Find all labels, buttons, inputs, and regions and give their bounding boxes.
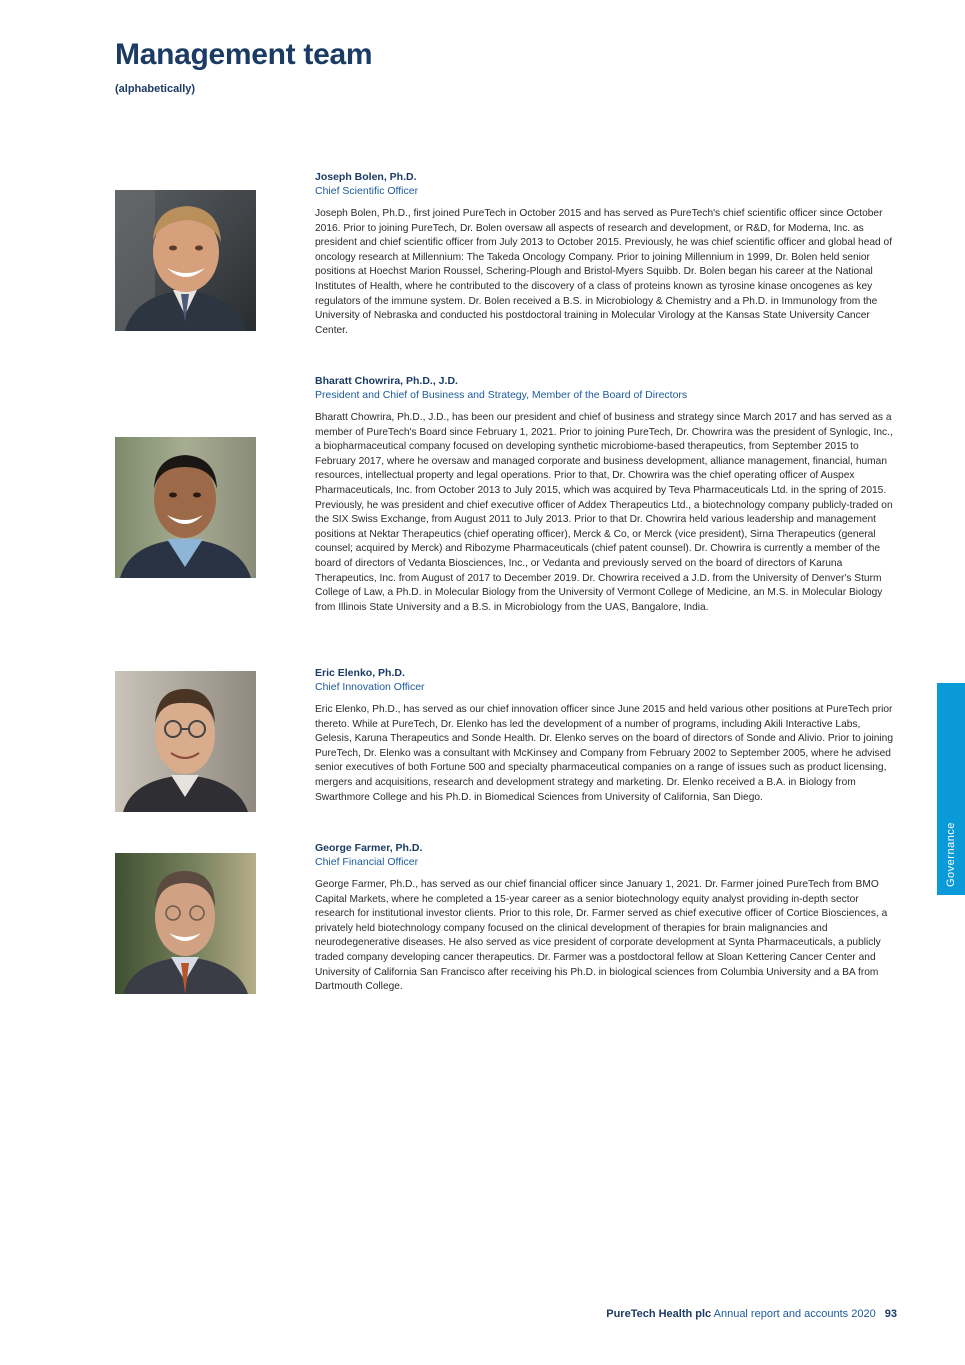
profile-bio: George Farmer, Ph.D., has served as our chief financial officer since January 1, 2021. Dr. Farmer joined PureTech from BMO Capital Markets, where he completed a 15-year career as a senior biotechnology equity analyst providing in-depth sector research for institutional investor clients. Prior to this role, Dr. Farmer served as chief executive officer of Cortice Biosciences, a privately held biotechnology company focused on the clinical development of therapies for brain malignancies and neurodegenerative diseases. He also served as vice president of corporate development at Synta Pharmaceuticals, a publicly traded company developing cancer therapeutics. Dr. Farmer was a postdoctoral fellow at Sloan Kettering Cancer Center and University of California San Francisco after receiving his Ph.D. in biological sciences from Columbia University and a BA from Dartmouth College. <box>315 879 888 993</box>
footer-company: PureTech Health plc <box>606 1308 712 1320</box>
page-title: Management team <box>115 38 373 71</box>
page-subtitle: (alphabetically) <box>115 83 196 95</box>
profile-role: Chief Financial Officer <box>315 856 419 868</box>
profile-name: Bharatt Chowrira, Ph.D., J.D. <box>315 375 458 387</box>
profile-name: George Farmer, Ph.D. <box>315 842 423 854</box>
footer-report-title: Annual report and accounts 2020 <box>713 1308 876 1320</box>
profile-bio: Bharatt Chowrira, Ph.D., J.D., has been our president and chief of business and strategy since March 2017 and has served as a member of PureTech's Board since February 1, 2021. Prior to joining PureTech, Dr. Chowrira was the president of Synlogic, Inc., a biopharmaceutical company focused on developing synthetic microbiome-based therapeutics, from September 2015 to February 2017, where he oversaw and managed corporate and business development, alliance management, financial, human resources, intellectual property and legal operations. Prior to that, Dr. Chowrira was the chief operating officer of Auspex Pharmaceuticals, Inc. from October 2013 to July 2015, which was acquired by Teva Pharmaceuticals Ltd. in the spring of 2015. Previously, he was president and chief executive officer of Addex Therapeutics Ltd., a biotechnology company publicly-traded on the SIX Swiss Exchange, from August 2011 to July 2013. Prior to that Dr. Chowrira held various leadership and management positions at Nektar Therapeutics (chief operating officer), Merck & Co, or Merck (vice president), Sirna Therapeutics (general counsel; acquired by Merck) and Ribozyme Pharmaceuticals (chief patent counsel). Dr. Chowrira is currently a member of the board of directors of Vedanta Biosciences, Inc., or Vedanta and previously served on the board of directors of Karuna Therapeutics, Inc. from August of 2017 to December 2019. Dr. Chowrira received a J.D. from the University of Denver's Sturm College of Law, a Ph.D. in Molecular Biology from the University of Vermont College of Medicine, an M.S. in Molecular Biology from Illinois State University and a B.S. in Microbiology from the UAS, Bangalore, India. <box>315 412 893 613</box>
portrait-illustration <box>115 190 256 331</box>
page-footer <box>606 1308 897 1320</box>
portrait-illustration <box>115 437 256 578</box>
portrait-photo <box>115 853 256 994</box>
portrait-illustration <box>115 671 256 812</box>
profile-bio: Joseph Bolen, Ph.D., first joined PureTech in October 2015 and has served as PureTech's chief scientific officer since October 2016. Prior to joining PureTech, Dr. Bolen oversaw all aspects of research and development, or R&D, for Moderna, Inc. as president and chief scientific officer from July 2013 to October 2015. Previously, he was chief scientific officer and global head of oncology research at Millennium: The Takeda Oncology Company. Prior to joining Millennium in 1999, Dr. Bolen held senior positions at Hoechst Marion Roussel, Schering-Plough and Bristol-Myers Squibb. Dr. Bolen began his career at the National Institutes of Health, where he contributed to the discovery of a class of proteins known as tyrosine kinase oncogenes as key regulators of the immune system. Dr. Bolen received a B.S. in Microbiology & Chemistry and a Ph.D. in Immunology from the University of Nebraska and conducted his postdoctoral training in Molecular Virology at the Kansas State University Cancer Center. <box>315 208 893 336</box>
profile-role: Chief Innovation Officer <box>315 681 425 693</box>
profile-role: Chief Scientific Officer <box>315 185 419 197</box>
profile-bio: Eric Elenko, Ph.D., has served as our chief innovation officer since June 2015 and held various other positions at PureTech prior thereto. While at PureTech, Dr. Elenko has led the development of a number of programs, including Akili Interactive Labs, Gelesis, Karuna Therapeutics and Sonde Health. Dr. Elenko serves on the board of directors of Sonde and Alivio. Prior to joining PureTech, Dr. Elenko was a consultant with McKinsey and Company from February 2002 to September 2005, where he advised senior executives of both Fortune 500 and specialty pharmaceutical companies on a range of issues such as product licensing, mergers and acquisitions, research and development strategy and marketing. Dr. Elenko received a B.A. in Biology from Swarthmore College and his Ph.D. in Biomedical Sciences from University of California, San Diego. <box>315 704 894 803</box>
profile-name: Eric Elenko, Ph.D. <box>315 667 405 679</box>
portrait-photo <box>115 437 256 578</box>
profile-text <box>315 841 898 995</box>
section-tab-label: Governance <box>945 822 957 887</box>
portrait-illustration <box>115 853 256 994</box>
page-number: 93 <box>884 1308 897 1320</box>
profile-role: President and Chief of Business and Strategy, Member of the Board of Directors <box>315 389 688 401</box>
portrait-photo <box>115 671 256 812</box>
profile-text <box>315 666 898 805</box>
profile-name: Joseph Bolen, Ph.D. <box>315 171 417 183</box>
profile-text <box>315 170 898 338</box>
profile-text <box>315 374 898 615</box>
portrait-photo <box>115 190 256 331</box>
